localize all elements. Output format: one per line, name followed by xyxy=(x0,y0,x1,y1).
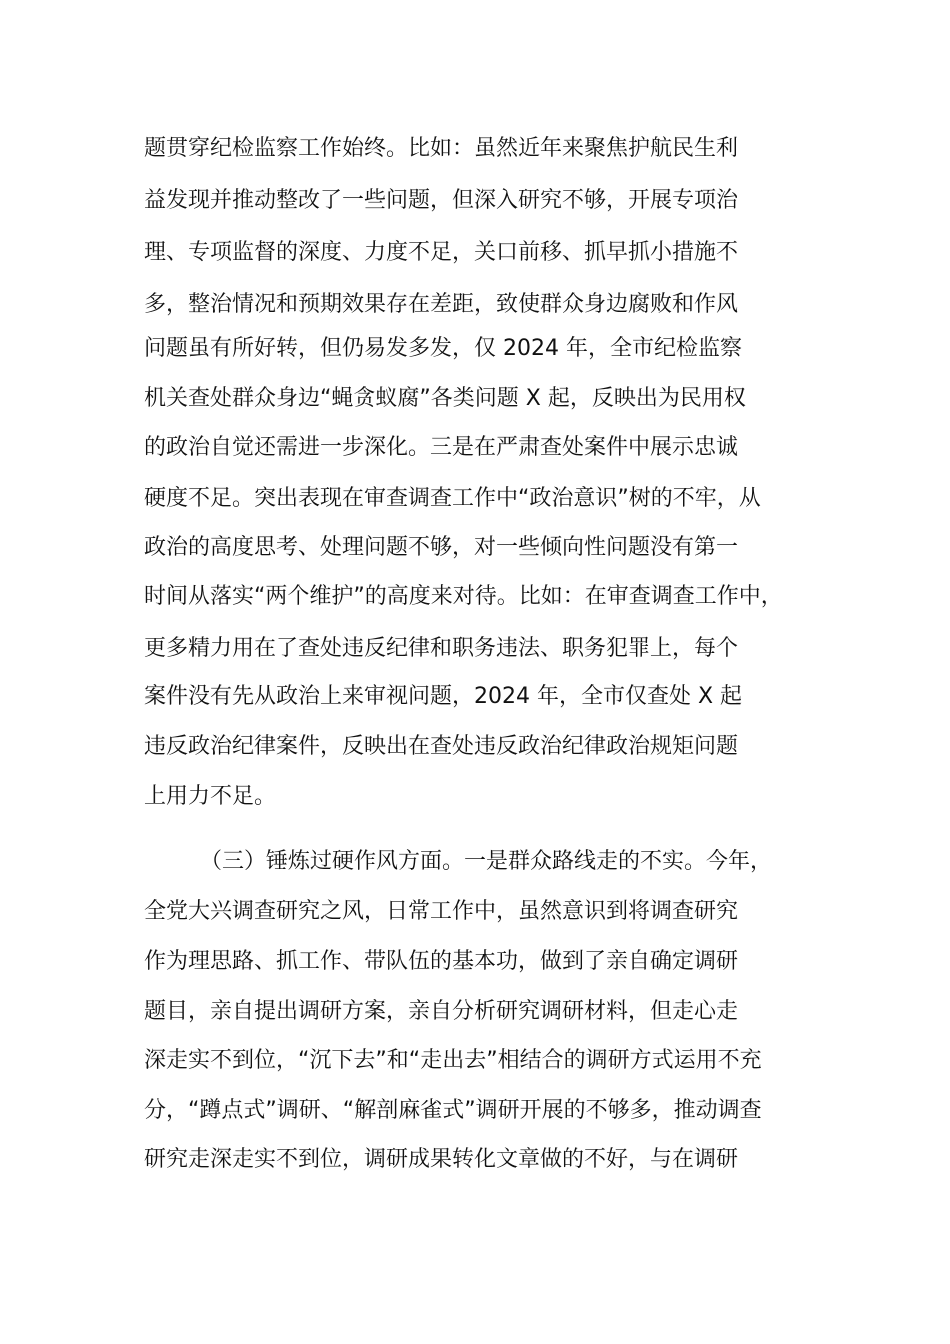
paragraph-2-line-7: 研究走深走实不到位，调研成果转化文章做的不好，与在调研 xyxy=(144,1147,739,1172)
paragraph-1-line-13: 违反政治纪律案件，反映出在查处违反政治纪律政治规矩问题 xyxy=(144,734,739,759)
paragraph-1-line-11: 更多精力用在了查处违反纪律和职务违法、职务犯罪上，每个 xyxy=(144,636,739,661)
paragraph-1-line-5: 问题虽有所好转，但仍易发多发，仅 2024 年，全市纪检监察 xyxy=(144,336,742,361)
paragraph-1-line-4: 多，整治情况和预期效果存在差距，致使群众身边腐败和作风 xyxy=(144,292,739,317)
paragraph-2-line-2: 全党大兴调查研究之风，日常工作中，虽然意识到将调查研究 xyxy=(144,899,739,924)
paragraph-1-line-9: 政治的高度思考、处理问题不够，对一些倾向性问题没有第一 xyxy=(144,535,739,560)
paragraph-1-line-2: 益发现并推动整改了一些问题，但深入研究不够，开展专项治 xyxy=(144,188,739,213)
paragraph-1-line-1: 题贯穿纪检监察工作始终。比如：虽然近年来聚焦护航民生利 xyxy=(144,136,739,161)
paragraph-1-line-14: 上用力不足。 xyxy=(144,784,277,809)
paragraph-1-line-7: 的政治自觉还需进一步深化。三是在严肃查处案件中展示忠诚 xyxy=(144,435,739,460)
paragraph-2-line-5: 深走实不到位，“沉下去”和“走出去”相结合的调研方式运用不充 xyxy=(144,1048,762,1073)
paragraph-2-line-6: 分，“蹲点式”调研、“解剖麻雀式”调研开展的不够多，推动调查 xyxy=(144,1098,762,1123)
paragraph-1-line-3: 理、专项监督的深度、力度不足，关口前移、抓早抓小措施不 xyxy=(144,240,739,265)
paragraph-1-line-8: 硬度不足。突出表现在审查调查工作中“政治意识”树的不牢，从 xyxy=(144,486,761,511)
paragraph-1-line-10: 时间从落实“两个维护”的高度来对待。比如：在审查调查工作中， xyxy=(144,584,783,609)
paragraph-2-line-1: （三）锤炼过硬作风方面。一是群众路线走的不实。今年， xyxy=(200,849,773,874)
paragraph-1-line-6: 机关查处群众身边“蝇贪蚁腐”各类问题 X 起，反映出为民用权 xyxy=(144,386,746,411)
paragraph-1-line-12: 案件没有先从政治上来审视问题，2024 年，全市仅查处 X 起 xyxy=(144,684,743,709)
paragraph-2-line-3: 作为理思路、抓工作、带队伍的基本功，做到了亲自确定调研 xyxy=(144,949,739,974)
paragraph-2-line-4: 题目，亲自提出调研方案，亲自分析研究调研材料，但走心走 xyxy=(144,999,739,1024)
